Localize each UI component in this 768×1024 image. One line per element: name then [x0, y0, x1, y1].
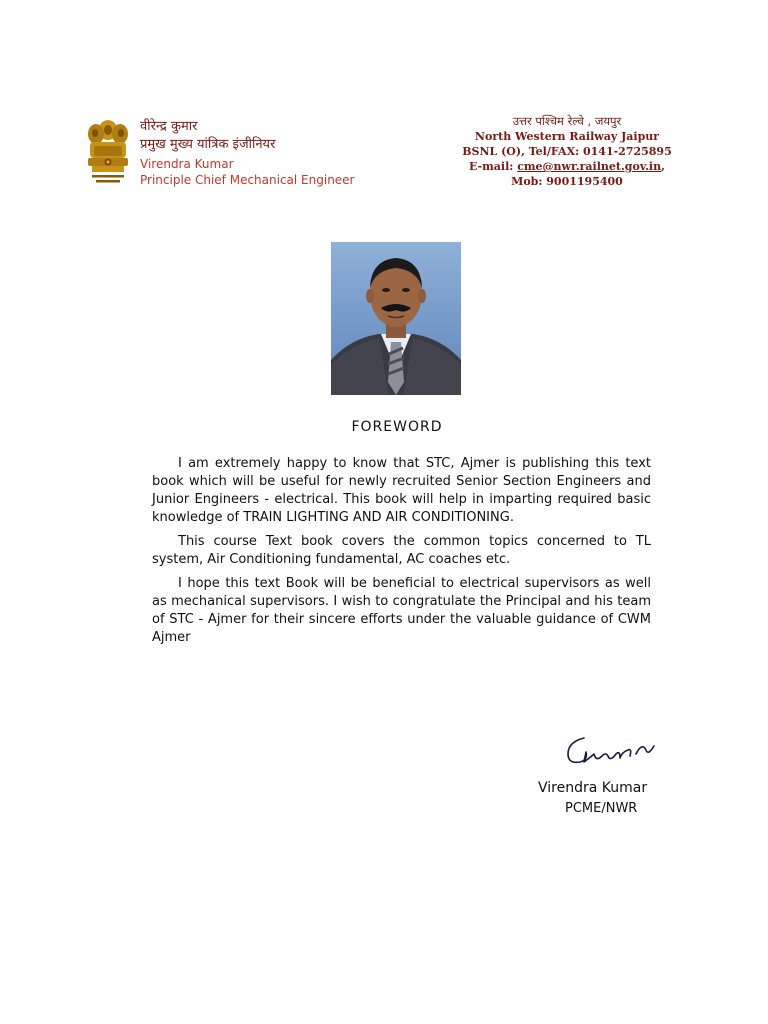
mobile-line: Mob: 9001195400: [511, 175, 623, 188]
email-suffix: ,: [661, 160, 665, 173]
designation-hindi: प्रमुख मुख्य यांत्रिक इंजीनियर: [140, 137, 276, 152]
handwritten-signature: [562, 732, 658, 772]
paragraph: I hope this text Book will be beneficial to electrical supervisors as well as mechanical supervisors. I wish to congratulate the Principal and his team of STC - Ajmer for their sincere efforts under the valuable guidance of CWM Ajmer: [152, 576, 651, 645]
phone-line: BSNL (O), Tel/FAX: 0141-2725895: [462, 145, 672, 158]
name-english: Virendra Kumar: [140, 157, 234, 171]
email-link[interactable]: cme@nwr.railnet.gov.in: [517, 160, 662, 173]
email-label: E-mail:: [469, 160, 518, 173]
paragraph: I am extremely happy to know that STC, Ajmer is publishing this text book which will be useful for newly recruited Senior Section Engineers and Junior Engineers - electrical. This book will help in imparting required basic knowledge of TRAIN LIGHTING AND AIR CONDITIONING.: [152, 456, 651, 525]
office-hindi: उत्तर पश्चिम रेल्वे , जयपुर: [512, 114, 622, 128]
national-emblem: [82, 116, 134, 188]
office-english: North Western Railway Jaipur: [474, 130, 660, 143]
page-title: FOREWORD: [351, 419, 443, 435]
signatory-name: Virendra Kumar: [538, 780, 648, 796]
paragraph: This course Text book covers the common topics concerned to TL system, Air Conditioning fundamental, AC coaches etc.: [152, 534, 651, 567]
designation-english: Principle Chief Mechanical Engineer: [140, 173, 355, 187]
name-hindi: वीरेन्द्र कुमार: [140, 119, 198, 134]
foreword-body: [152, 455, 651, 653]
letterhead-left: [140, 118, 370, 188]
email-line: [430, 159, 704, 174]
portrait-photo: [331, 242, 461, 395]
signatory-designation: PCME/NWR: [565, 801, 638, 816]
letterhead-right: [430, 113, 704, 189]
